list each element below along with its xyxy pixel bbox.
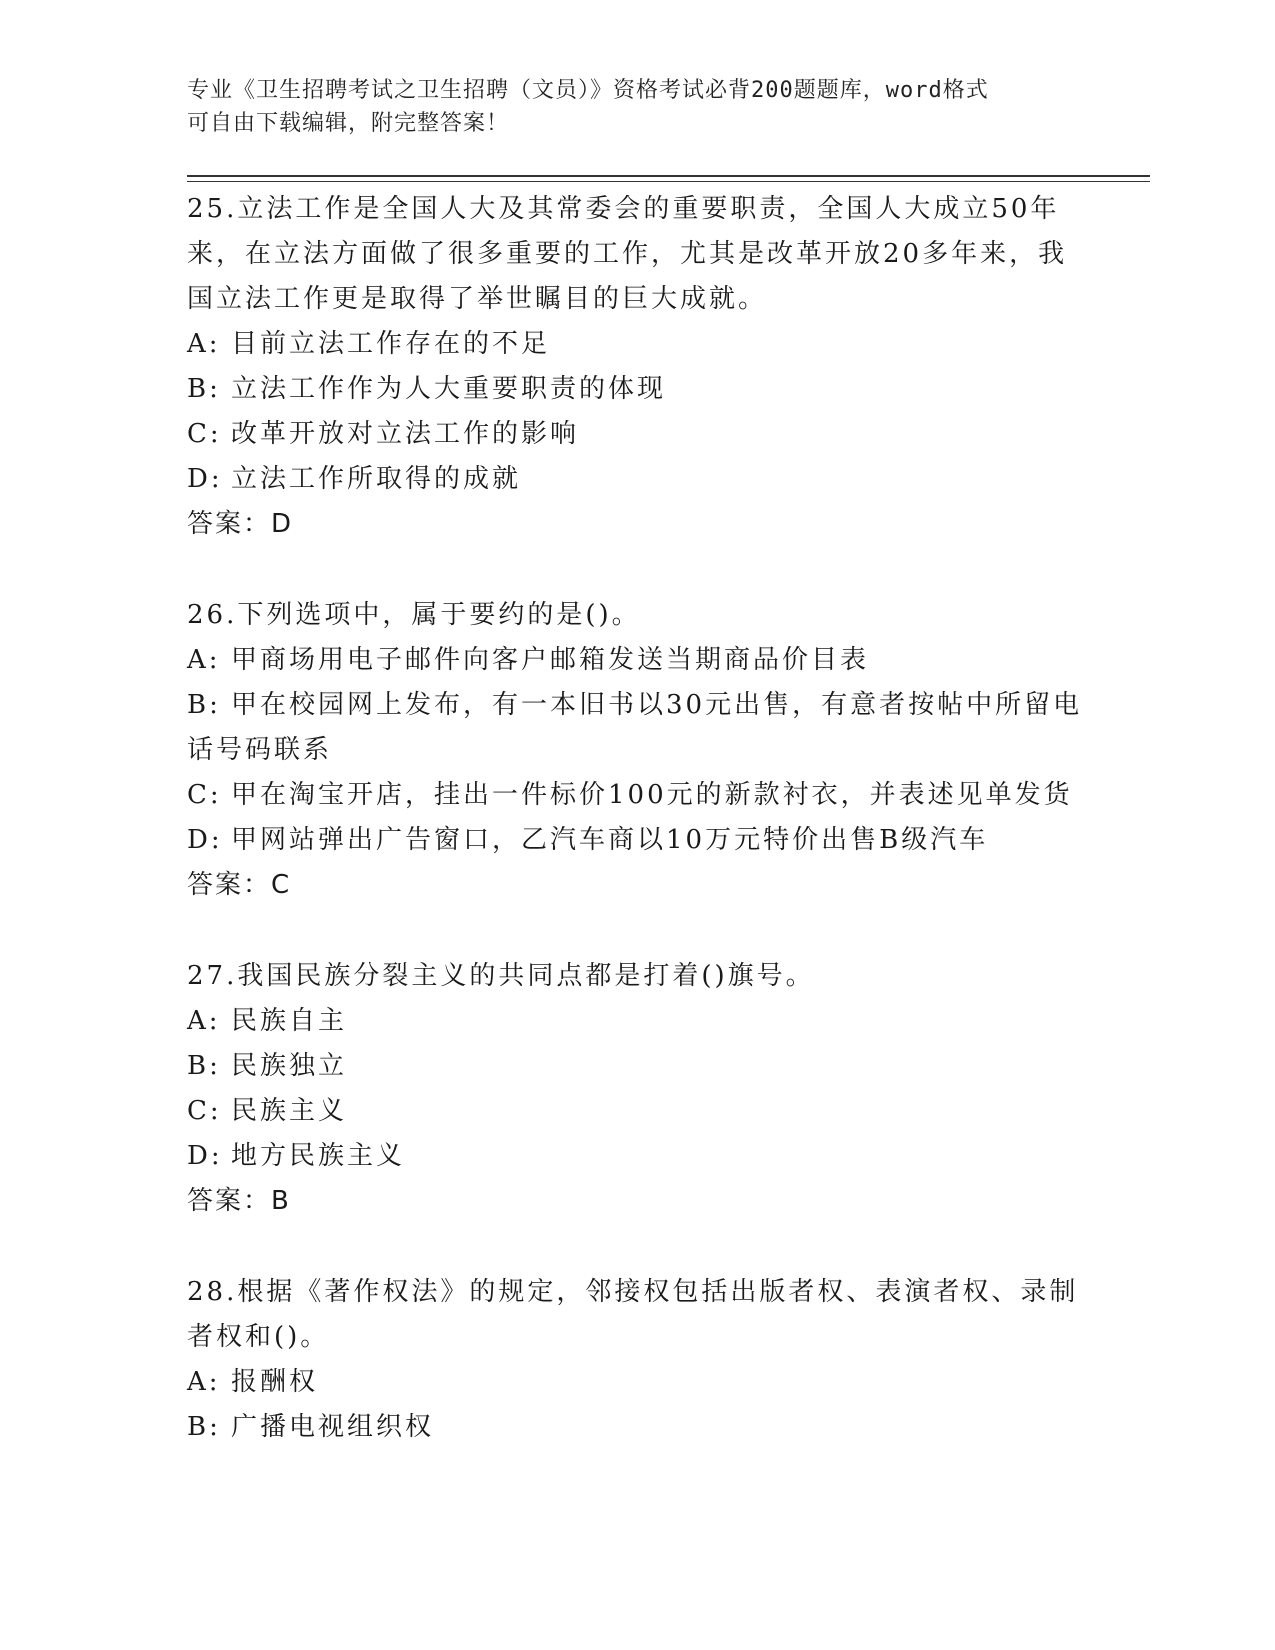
answer-line: 答案：C [187, 870, 292, 900]
option-a [187, 1360, 1087, 1405]
option-a [187, 638, 1087, 683]
option-text: 甲商场用电子邮件向客户邮箱发送当期商品价目表 [231, 645, 870, 675]
option-text: 民族独立 [231, 1051, 348, 1081]
option-key: C: [187, 780, 222, 810]
question-stem: 26.下列选项中，属于要约的是()。 [187, 600, 641, 630]
option-a [187, 322, 1087, 367]
question-stem: 27.我国民族分裂主义的共同点都是打着()旗号。 [187, 961, 815, 991]
option-key: B: [187, 1051, 221, 1081]
option-text: 立法工作作为人大重要职责的体现 [231, 374, 667, 404]
option-c [187, 412, 1087, 457]
answer-line: 答案：D [187, 509, 294, 539]
header-title-line-2: 可自由下载编辑，附完整答案！ [187, 111, 510, 136]
question-item [187, 187, 1087, 547]
option-key: C: [187, 419, 222, 449]
option-c [187, 1089, 1087, 1134]
header-title-line-1: 专业《卫生招聘考试之卫生招聘（文员）》资格考试必背200题题库，word格式 [187, 78, 989, 103]
option-key: D: [187, 1141, 223, 1171]
option-text: 广播电视组织权 [231, 1412, 435, 1442]
option-d [187, 457, 1087, 502]
option-text: 民族自主 [231, 1006, 348, 1036]
option-text: 民族主义 [231, 1096, 348, 1126]
option-key: B: [187, 374, 221, 404]
header-divider-thick [187, 175, 1150, 177]
option-text: 目前立法工作存在的不足 [231, 329, 551, 359]
option-key: B: [187, 1412, 221, 1442]
option-text: 甲在校园网上发布，有一本旧书以30元出售，有意者按帖中所留电话号码联系 [187, 690, 1083, 765]
answer-line: 答案：B [187, 1186, 291, 1216]
option-d [187, 1134, 1087, 1179]
option-c [187, 773, 1087, 818]
option-b [187, 1044, 1087, 1089]
option-key: D: [187, 825, 223, 855]
option-a [187, 999, 1087, 1044]
document-header [187, 74, 1067, 140]
option-key: D: [187, 464, 223, 494]
option-key: A: [187, 329, 221, 359]
option-b [187, 367, 1087, 412]
question-item [187, 593, 1087, 908]
question-list [187, 187, 1087, 1450]
option-key: C: [187, 1096, 222, 1126]
option-key: A: [187, 1006, 221, 1036]
question-stem: 25.立法工作是全国人大及其常委会的重要职责，全国人大成立50年来，在立法方面做了很多重要的工作，尤其是改革开放20多年来，我国立法工作更是取得了举世瞩目的巨大成就。 [187, 194, 1068, 314]
option-text: 报酬权 [231, 1367, 319, 1397]
header-divider-thin [187, 181, 1150, 182]
option-d [187, 818, 1087, 863]
option-key: B: [187, 690, 221, 720]
option-text: 甲网站弹出广告窗口，乙汽车商以10万元特价出售B级汽车 [231, 825, 989, 855]
option-b [187, 683, 1087, 773]
option-text: 改革开放对立法工作的影响 [231, 419, 580, 449]
option-text: 立法工作所取得的成就 [231, 464, 522, 494]
option-text: 甲在淘宝开店，挂出一件标价100元的新款衬衣，并表述见单发货 [231, 780, 1073, 810]
option-key: A: [187, 645, 221, 675]
option-b [187, 1405, 1087, 1450]
question-stem: 28.根据《著作权法》的规定，邻接权包括出版者权、表演者权、录制者权和()。 [187, 1277, 1079, 1352]
option-key: A: [187, 1367, 221, 1397]
option-text: 地方民族主义 [231, 1141, 406, 1171]
question-item [187, 954, 1087, 1224]
question-item [187, 1270, 1087, 1450]
